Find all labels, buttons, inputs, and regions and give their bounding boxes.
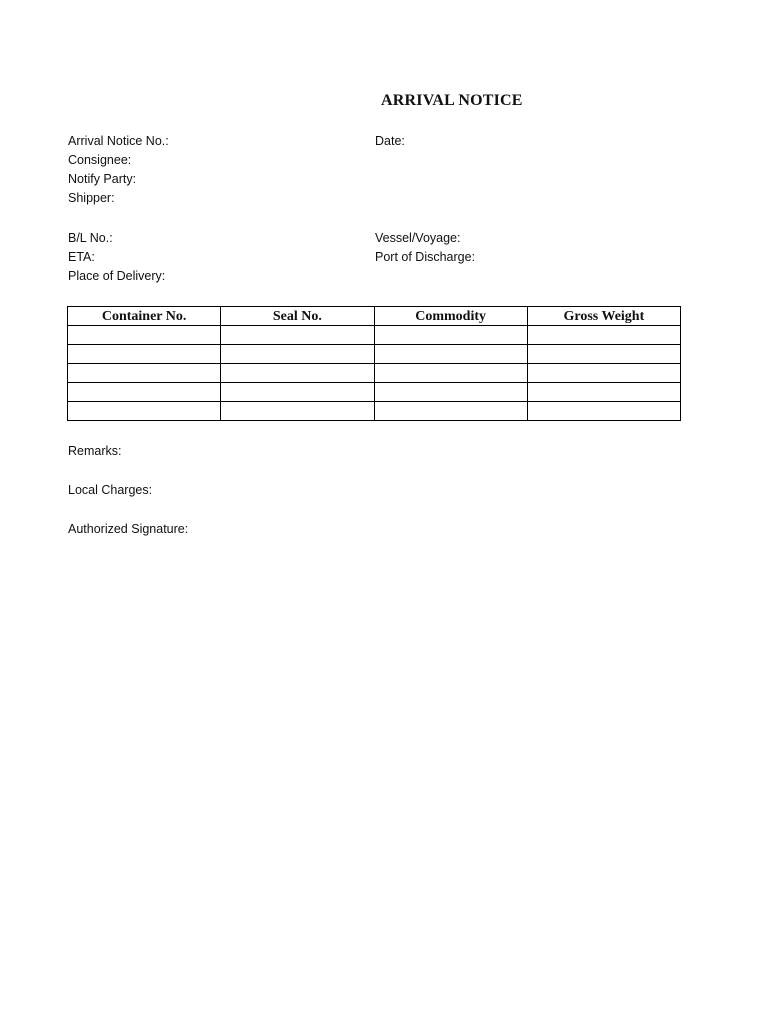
table-cell xyxy=(221,383,374,402)
column-header-seal-no: Seal No. xyxy=(221,307,374,326)
consignee-label: Consignee: xyxy=(68,153,132,167)
table-cell xyxy=(221,345,374,364)
table-row xyxy=(68,364,681,383)
table-cell xyxy=(68,326,221,345)
port-of-discharge-label: Port of Discharge: xyxy=(375,250,476,264)
arrival-notice-no-label: Arrival Notice No.: xyxy=(68,134,169,148)
table-cell xyxy=(527,402,680,421)
table-cell xyxy=(68,383,221,402)
notify-party-label: Notify Party: xyxy=(68,172,137,186)
place-of-delivery-label: Place of Delivery: xyxy=(68,269,166,283)
table-cell xyxy=(374,402,527,421)
table-cell xyxy=(374,326,527,345)
document-title: ARRIVAL NOTICE xyxy=(381,92,523,109)
table-header-row xyxy=(68,307,681,326)
table-cell xyxy=(221,326,374,345)
column-header-gross-weight: Gross Weight xyxy=(527,307,680,326)
table-cell xyxy=(527,345,680,364)
table-row xyxy=(68,345,681,364)
table-cell xyxy=(374,364,527,383)
remarks-label: Remarks: xyxy=(68,444,122,458)
table-cell xyxy=(374,383,527,402)
table-cell xyxy=(68,364,221,383)
table-row xyxy=(68,383,681,402)
table-row xyxy=(68,326,681,345)
date-label: Date: xyxy=(375,134,405,148)
vessel-voyage-label: Vessel/Voyage: xyxy=(375,231,461,245)
eta-label: ETA: xyxy=(68,250,95,264)
table-cell xyxy=(527,364,680,383)
table-row xyxy=(68,402,681,421)
shipper-label: Shipper: xyxy=(68,191,115,205)
table-cell xyxy=(221,364,374,383)
bl-no-label: B/L No.: xyxy=(68,231,113,245)
table-cell xyxy=(68,402,221,421)
authorized-signature-label: Authorized Signature: xyxy=(68,522,189,536)
table-cell xyxy=(527,326,680,345)
column-header-container-no: Container No. xyxy=(68,307,221,326)
local-charges-label: Local Charges: xyxy=(68,483,153,497)
table-cell xyxy=(527,383,680,402)
column-header-commodity: Commodity xyxy=(374,307,527,326)
cargo-table xyxy=(67,306,681,421)
table-cell xyxy=(68,345,221,364)
table-cell xyxy=(374,345,527,364)
table-cell xyxy=(221,402,374,421)
